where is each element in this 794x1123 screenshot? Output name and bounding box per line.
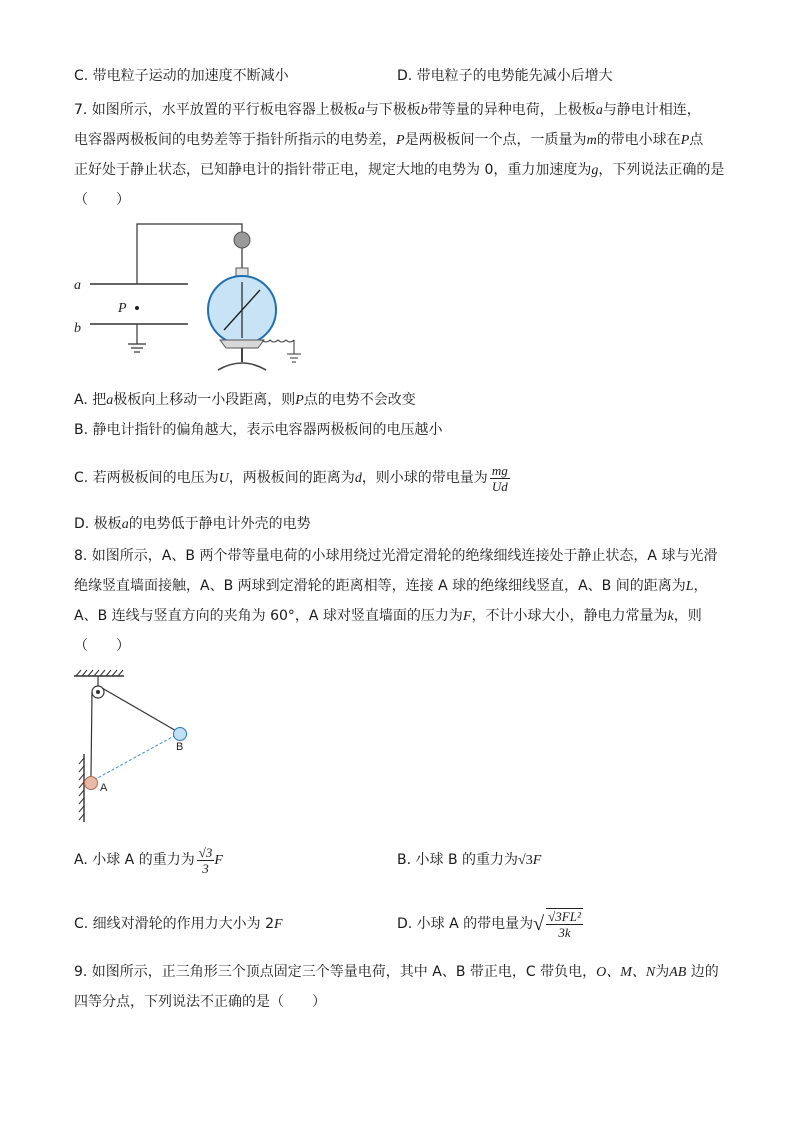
q9-line1: 9. 如图所示，正三角形三个顶点固定三个等量电荷，其中 A、B 带正电，C 带负电，O、M、N为AB 边的 (74, 964, 719, 980)
ball-A (85, 777, 98, 790)
label-a: a (74, 278, 81, 293)
q8-option-d: D. 小球 A 的带电量为√ $\frac{\text{√3FL²}}{3k}$ (397, 909, 581, 940)
prev-option-c: C. 带电粒子运动的加速度不断减小 (74, 68, 289, 84)
thread-to-A (91, 692, 92, 776)
electroscope-knob (234, 232, 250, 248)
point-P (135, 306, 139, 310)
connecting-wire (137, 224, 242, 284)
charge-fraction: $\frac{mg}{Ud}$ (491, 462, 508, 494)
q7-line3: 正好处于静止状态，已知静电计的指针带正电，规定大地的电势为 0，重力加速度为g，下列说法正确的是 (74, 162, 725, 178)
q7-option-d: D. 极板a的电势低于静电计外壳的电势 (74, 516, 311, 532)
q8-line1: 8. 如图所示，A、B 两个带等量电荷的小球用绕过光滑定滑轮的绝缘细线连接处于静止状态，A 球与光滑 (74, 548, 718, 564)
label-P: P (118, 301, 127, 316)
ball-B (174, 728, 187, 741)
q7-option-a: A. 把a极板向上移动一小段距离，则P点的电势不会改变 (74, 392, 416, 408)
q8-pulley-figure (70, 668, 200, 826)
q7-line1: 7. 如图所示，水平放置的平行板电容器上极板a与下极板b带等量的异种电荷，上极板a与静电计相连， (74, 102, 701, 118)
prev-option-d: D. 带电粒子的电势能先减小后增大 (397, 68, 613, 84)
electroscope-base (220, 340, 264, 348)
charge-fraction-sqrt: $\frac{\text{√3FL²}}{3k}$ (548, 909, 581, 940)
q7-bracket: （ ） (74, 192, 130, 208)
gravity-fraction: $\frac{√3}{3}$ (198, 844, 213, 876)
sqrt-sign: √ (533, 913, 545, 935)
ground-wire-coil (262, 340, 294, 342)
q7-option-c: C. 若两极板间的电压为U，两极板间的距离为d，则小球的带电量为 $\frac{mg}{Ud}$ (74, 462, 508, 494)
q8-line2: 绝缘竖直墙面接触，A、B 两球到定滑轮的距离相等，连接 A 球的绝缘细线竖直，A、B 间的距离为L， (74, 578, 708, 594)
q8-option-a: A. 小球 A 的重力为 $\frac{√3}{3}$ F (74, 844, 223, 876)
label-A: A (100, 782, 108, 794)
q7-line2: 电容器两极板间的电势差等于指针所指示的电势差，P是两极板间一个点，一质量为m的带电小球在P点 (74, 132, 704, 148)
q8-line3: A、B 连线与竖直方向的夹角为 60°，A 球对竖直墙面的压力为F，不计小球大小，静电力常量为k，则 (74, 608, 702, 624)
thread-to-B (102, 688, 178, 732)
ab-dashed-line (94, 736, 174, 780)
label-B: B (176, 741, 184, 753)
electroscope-stand (218, 363, 266, 370)
q8-bracket: （ ） (74, 638, 130, 654)
q7-option-b: B. 静电计指针的偏角越大，表示电容器两极板间的电压越小 (74, 422, 443, 438)
q8-option-c: C. 细线对滑轮的作用力大小为 2F (74, 916, 283, 932)
label-b: b (74, 321, 81, 336)
q9-line2: 四等分点，下列说法不正确的是（ ） (74, 994, 326, 1010)
q7-capacitor-electroscope-figure (70, 218, 310, 380)
q8-option-b: B. 小球 B 的重力为√3F (397, 852, 542, 868)
